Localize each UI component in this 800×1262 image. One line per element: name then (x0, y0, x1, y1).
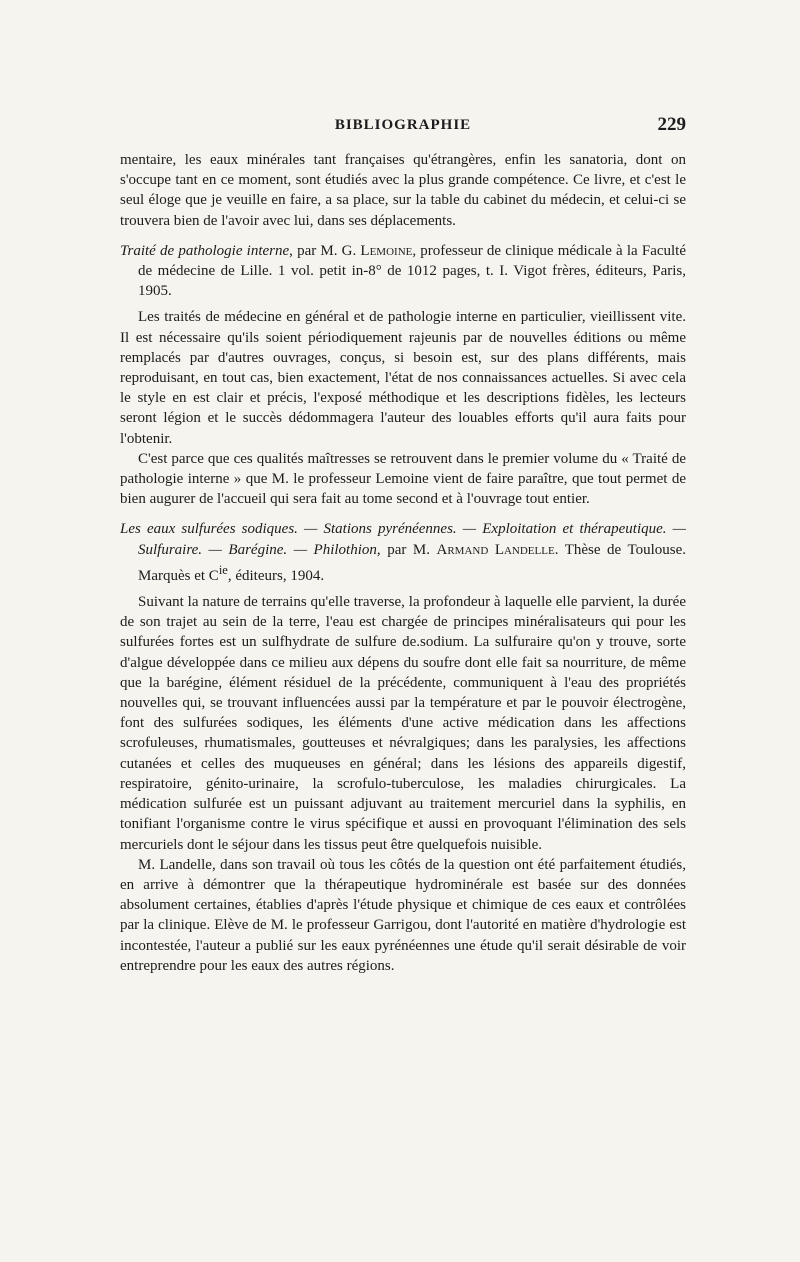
entry-by: , par M. (376, 541, 430, 558)
page-content (120, 150, 686, 976)
entry-details: . Thèse de Toulouse. Marquès et C (138, 541, 686, 584)
entry-by: , par M. G. (289, 242, 357, 259)
entry-title: Traité de pathologie interne (120, 242, 290, 259)
entry-title: Les eaux sulfurées sodiques. — Stations pyrénéennes. — Exploitation et thérapeutique. — Sulfuraire. — Barégine. — Philothion (120, 521, 686, 558)
entry-author: Lemoine (360, 242, 413, 259)
running-title: BIBLIOGRAPHIE (334, 117, 472, 133)
bibliography-entry-lemoine (120, 241, 686, 302)
entry-details-superscript: ie (218, 562, 228, 577)
review-paragraph: C'est parce que ces qualités maîtresses se retrouvent dans le premier volume du « Traité de pathologie interne » que M. le professeur Lemoine vient de faire paraître, que tout permet de bien augurer de l'accueil qui sera fait au tome second et à l'ouvrage tout entier. (120, 450, 686, 508)
page-header (120, 114, 686, 138)
entry-details: , professeur de clinique médicale à la Faculté de médecine de Lille. 1 vol. petit in-8° de 1012 pages, t. I. Vigot frères, éditeurs, Paris, 1905. (138, 242, 687, 300)
review-paragraph: Suivant la nature de terrains qu'elle traverse, la profondeur à laquelle elle parvient, la durée de son trajet au sein de la terre, l'eau est chargée de principes minéralisateurs qui pour les sulfurées fortes est un sulfhydrate de sulfure de.sodium. La sulfuraire qu'on y trouve, sorte d'algue développée dans ce milieu aux dépens du soufre dont elle fait sa nourriture, de même que la barégine, élément résiduel de la précédente, communiquent à l'eau des propriétés nouvelles qui, se trouvant influencées aussi par la température et par le pouvoir électrogène, font des sulfurées sodiques, les éléments d'une active médication dans les affections scrofuleuses, rhumatismales, goutteuses et névralgiques; dans les paralysies, les affections cutanées et celles des muqueuses en général; dans les lésions des appareils digestif, respiratoire, génito-urinaire, la scrofulo-tuberculose, les maladies chirurgicales. La médication sulfurée est un puissant adjuvant au traitement mercuriel dans la syphilis, en tonifiant l'organisme contre le virus spécifique et aussi en provoquant l'élimination des sels mercuriels dont le séjour dans les tissus peut être quelquefois nuisible. (120, 594, 686, 853)
review-paragraph: M. Landelle, dans son travail où tous les côtés de la question ont été parfaitement étudiés, en arrive à démontrer que la thérapeutique hydrominérale est basée sur des données absolument certaines, établies d'après l'étude physique et chimique de ces eaux et contrôlées par la clinique. Elève de M. le professeur Garrigou, dont l'autorité en matière d'hydrologie est incontestée, l'auteur a publié sur les eaux pyrénéennes une étude qu'il serait désirable de voir entreprendre pour les eaux des autres régions. (120, 856, 686, 974)
page-number: 229 (657, 114, 686, 135)
paragraph-continuation: mentaire, les eaux minérales tant françaises qu'étrangères, enfin les sanatoria, dont on s'occupe tant en ce moment, sont étudiés avec la plus grande compétence. Ce livre, et c'est le seul éloge que je veuille en faire, a sa place, sur la table du cabinet du médecin, et celui-ci se trouvera bien de l'avoir avec lui, dans ses déplacements. (120, 152, 686, 229)
entry-author: Armand Landelle (436, 541, 555, 558)
bibliography-entry-landelle (120, 519, 686, 586)
review-paragraph: Les traités de médecine en général et de pathologie interne en particulier, vieillissent vite. Il est nécessaire qu'ils soient périodiquement rajeunis par de nouvelles éditions ou même remplacés par d'autres ouvrages, conçus, si besoin est, sur des plans différents, mais reproduisant, en tout cas, bien exactement, l'état de nos connaissances actuelles. Si avec cela le style en est clair et précis, l'exposé méthodique et les descriptions fidèles, les lecteurs seront légion et le succès dédommagera l'auteur des louables efforts qu'il aura faits pour l'obtenir. (120, 309, 686, 447)
entry-details-end: , éditeurs, 1904. (227, 567, 325, 584)
